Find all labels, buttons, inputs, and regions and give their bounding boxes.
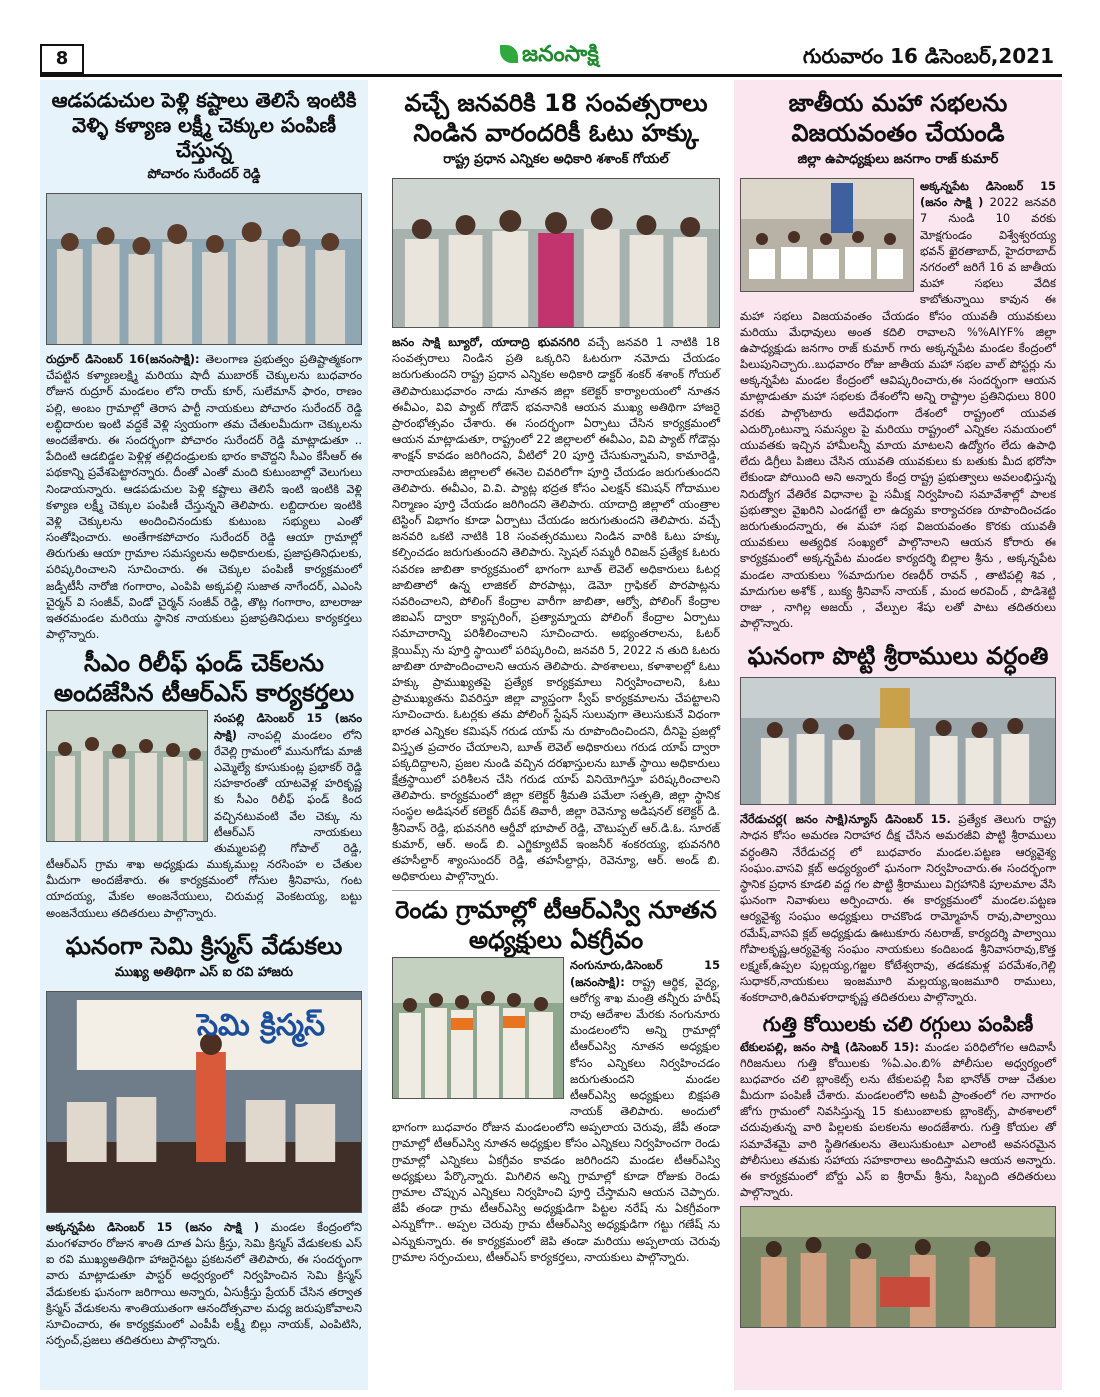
photo-poster-release — [741, 179, 913, 291]
news-photo — [46, 710, 208, 842]
news-photo — [392, 957, 564, 1099]
article-body: మండల పరిధిలోగల ఆదివాసీ గిరిజనులు గుత్తి కోయిలకు %ఏ.ఎం.బి% పోలీసుల అధ్వర్యంలో బుధవారం చలి బ్లాంకెట్స్ లను టేకులపల్లి సీఐ భానోత్ రాజు చేతుల మీదుగా పంపిణీ చేశారు. మండలంలోని అటవీ ప్రాంతంలో గల నాగారం జోగు గ్రామంలో నివసిస్తున్న 15 కుటుంబాలకు బ్లాంకెట్స్, పాఠశాలలో చదువుతున్న వారి పిల్లలకు పలకలను అందజేశారు. గుత్తి కోయల తో సమావేశమై వారి స్థితిగతులను తెలుసుకుంటూ ఎలాంటి అవసరమైన పోలీసులు తమకు సహాయ సహకారాలు అందిస్తామని ఆయన అన్నారు. ఈ కార్యక్రమంలో బోర్డు ఎస్ ఐ శ్రీరామ్ శ్రీను, సిబ్బంది తదితరులు పాల్గొన్నారు. — [740, 1039, 1056, 1200]
article-trsv-elections — [392, 895, 720, 1271]
dateline: రుద్రూర్ డిసెంబర్ 16(జనంసాక్షి): — [46, 352, 200, 366]
dateline: జనం సాక్షి బ్యూరో, యాదాద్రి భువనగిరి — [392, 335, 580, 349]
article-body: తెలంగాణ ప్రభుత్వం ప్రతిష్టాత్మకంగా చేపట్టిన కళ్యాణలక్ష్మి మరియు షాదీ ముబారక్ చెక్కులను బుధవారం రోజున రుద్రూర్ మండలం లోని రాయ్ కూర్, సులేమాన్ ఫారం, రాణం పల్లి, అంబం గ్రామాల్లో తెరాస పార్టీ నాయకులు పోచారం సురేందర్ రెడ్డి లబ్ధిదారుల ఇంటి వద్దకే వెళ్లి స్వయంగా తమ చేతులమీదుగా చెక్కులను అందజేశారు. ఈ సందర్భంగా పోచారం సురేందర్ రెడ్డి మాట్లాడుతూ .. పేదింటి ఆడబిడ్డల పెళ్లిళ్ల తల్లిదండ్రులకు భారం కావొద్దని సీఎం కేసీఆర్ ఈ పథకాన్ని ప్రవేశపెట్టారన్నారు. దీంతో ఎంతో మంది కుటుంబాల్లో వెలుగులు నిండాయన్నారు. ఆడపడుచుల పెళ్లి కష్టాలు తెలిసే ఇంటి ఇంటికి వెళ్లి కళ్యాణ లక్ష్మీ చెక్కుల పంపిణీ చేస్తున్నని తెలిపారు. లబ్దిదారుల ఇంటికి వెళ్లి చెక్కులను అందించినందుకు కుటుంబ సభ్యులు ఎంతో సంతోషించారు. అంతేగాకపోచారం సురేందర్ రెడ్డి ఆయా గ్రామాల్లో తిరుగుతు ఆయా గ్రామాల సమస్యలను అధికారులకు, ప్రజాప్రతినిధులకు, పరిష్కరించాలని సూచించారు. ఈ చెక్కుల పంపిణీ కార్యక్రమంలో జడ్పీటీసీ నారోజి గంగారాం, ఎంపిపి అక్కపల్లి సుజాత నాగేందర్, ఎఎంసి చైర్మన్ వి సంజీవ్, విండో చైర్మన్ సంజీవ్ రెడ్డి, తొట్ల గంగారాం, బాలరాజు ఇతరమండల మరియు స్థానిక నాయకులు ప్రజాప్రతినిధులు కార్యకర్తలు పాల్గొన్నారు. — [46, 352, 363, 642]
subheadline: ముఖ్య అతిథిగా ఎస్ ఐ రవి హాజరు — [114, 964, 294, 980]
column-center — [388, 80, 724, 1390]
article-body: వచ్చే జనవరి 1 నాటికి 18 సంవత్సరాలు నిండిన ప్రతి ఒక్కరిని ఓటరుగా నమోదు చేయడం జరుగుతుందని రాష్ట్ర ప్రధాన ఎన్నికల అధికారి డాక్టర్ శంకర్ శశాంక్ గోయల్ తెలిపారుబుధవారం నాడు నూతన జిల్లా కలెక్టర్ కార్యాలయంలో నూతన ఈవీఎం, వివి ప్యాట్ గోడౌన్ భవనానికి ఆయన ముఖ్య అతిథిగా హాజరై ప్రారంభోత్సవం చేశారు. ఈ సందర్భంగా ఏర్పాటు చేసిన కార్యక్రమంలో ఆయన మాట్లాడుతూ, రాష్ట్రంలో 22 జిల్లాలలో ఈవీఎం, వివి ప్యాట్ గోడౌన్లు శాంక్షన్ కావడం జరిగిందని, వీటిలో 20 పూర్తి చేసుకున్నామని, కామారెడ్డి, నారాయణపేట జిల్లాలలో ఈనెల చివరిలోగా పూర్తి చేయడం జరుగుతుందని తెలిపారు. ఈవీఎం, వి.వి. ప్యాట్ల భద్రత కోసం ఎలక్షన్ కమిషన్ గోదాముల నిర్మాణం పూర్తి చేయడం జరిగిందని తెలిపారు. యాదాద్రి జిల్లాలో యంత్రాల టెస్టింగ్ విభాగం కూడా ఏర్పాటు చేయడం జరుగుతుందని తెలిపారు. వచ్చే జనవరి ఒకటి నాటికి 18 సంవత్సరములు నిండిన వారికి ఓటు హక్కు కల్పించడం జరుగుతుందని తెలిపారు. స్పెషల్ సమ్మరీ రివిజన్ ప్రత్యేక ఓటరు సవరణ జాబితా కార్యక్రమంలో భాగంగా బూత్ లెవెల్ అధికారులు ఓటర్ల జాబితాలో ఉన్న లాజికల్ పొరపాట్లు, డెమో గ్రాఫికల్ పొరపాట్లను సవరించాలని, పోలింగ్ కేంద్రాల వారీగా జాబితా, ఆర్వో, పోలింగ్ కేంద్రాల జిఐఎస్ ద్వారా క్యాప్చరింగ్, ప్రత్యామ్నాయ పోలింగ్ కేంద్రాల ఏర్పాటు సమాచారాన్ని పరిశీలించాలని సూచించారు. అభ్యంతరాలను, ఓటర్ క్లెయిమ్స్ ను పూర్తి స్థాయిలో పరిష్కరించి, జనవరి 5, 2022 న తుది ఓటరు జాబితా రూపొందించాలని ఆయన తెలిపారు. పాఠశాలలు, కళాశాలల్లో ఓటు హక్కు ప్రాముఖ్యతపై ప్రత్యేక కార్యక్రమాలు నిర్వహించాలని, ఓటు ప్రాముఖ్యతను వివరిస్తూ జిల్లా వ్యాప్తంగా స్వీప్ కార్యక్రమాలను చేపట్టాలని సూచించారు. ఓటర్లకు తమ పోలింగ్ స్టేషన్ సులువుగా తెలుసుకునే విధంగా భారత ఎన్నికల కమిషన్ గరుడ యాప్ ను రూపొందించిందని, దీనిపై ప్రజల్లో విస్తృత ప్రచారం చేయాలని, బూత్ లెవెల్ అధికారులు గరుడ యాప్ ద్వారా పక్కదిద్దాలని, ప్రజల నుండి వచ్చిన దరఖాస్తులను బూత్ స్థాయి అధికారులు క్షేత్రస్థాయిలో పరిశీలన చేసి గరుడ యాప్ వినియోగిస్తూ పరిష్కరించాలని తెలిపారు. కార్యక్రమంలో జిల్లా కలెక్టర్ శ్రీమతి పమేలా సత్పతి, జిల్లా స్థానిక సంస్థల అడిషనల్ కలెక్టర్ దీపక్ తివారీ, జిల్లా రెవెన్యూ అడిషనల్ కలెక్టర్ డి. శ్రీనివాస్ రెడ్డి, భువనగిరి ఆర్డీవో భూపాల్ రెడ్డి, చౌటుప్పల్ ఆర్.డి.ఓ. సూరజ్ కుమార్, ఆర్. అండ్ బి. ఎగ్జిక్యూటివ్ ఇంజనీర్ శంకరయ్య, భువనగిరి తహసీల్దార్ శ్యాంసుందర్ రెడ్డి, తహసీల్దార్లు, రెవెన్యూ, ఆర్. అండ్ బి. అధికారులు పాల్గొన్నారు. — [392, 335, 720, 884]
article-blanket-distribution — [740, 1012, 1056, 1329]
column-left — [40, 80, 368, 1390]
news-photo — [46, 193, 362, 345]
dateline: నంగునూరు,డిసెంబర్ 15 (జనంసాక్షి): — [570, 958, 720, 989]
dateline: అక్కన్నపేట డిసెంబర్ 15 (జనం సాక్షి ) — [46, 1219, 260, 1234]
stage-banner-text: సెమి క్రిస్మస్ — [197, 1007, 326, 1043]
divider — [392, 890, 720, 891]
page-number: 8 — [40, 44, 84, 74]
headline: గుత్తి కోయిలకు చలి రగ్గులు పంపిణీ — [762, 1011, 1034, 1036]
subheadline: రాష్ట్ర ప్రధాన ఎన్నికల అధికారి శశాంక్ గోయల్ — [443, 152, 669, 167]
dateline: సంపల్లి డిసెంబర్ 15 (జనం సాక్షి) — [214, 711, 362, 742]
photo-blanket-handout — [741, 1207, 1055, 1327]
news-photo — [392, 178, 720, 328]
news-photo — [740, 1206, 1056, 1328]
headline: జాతీయ మహా సభలను విజయవంతం చేయండి — [788, 89, 1008, 147]
article-national-conference — [740, 88, 1056, 637]
headline: రెండు గ్రామాల్లో టీఆర్ఎస్వి నూతన అధ్యక్షులు ఏకగ్రీవం — [395, 896, 717, 955]
photo-officials-inauguration — [393, 179, 719, 327]
article-body: ప్రత్యేక తెలుగు రాష్ట్ర సాధన కోసం అమరణ నిరాహార దీక్ష చేసిన అమరజీవి పొట్టి శ్రీరాములు వర్ధంతిని నేరేడుచర్ల లో బుధవారం మండల.పట్టణ ఆర్యవైశ్య సంఘం.వాసవి క్లబ్ అధ్యర్యంలో ఘనంగా నిర్వహించారు.ఈ సందర్భంగా స్థానిక ప్రధాన కూడలి వద్ద గల పొట్టి శ్రీరాములు విగ్రహానికి పూలమాల వేసి ఘనంగా నివాళులు అర్పించారు. ఈ కార్యక్రమంలో మండల.పట్టణ ఆర్యవైశ్య సంఘం అధ్యక్షులు రాచకొండ రామ్మోహన్ రావు,పాల్వాయి రమేష్,వాసవి క్లబ్ అధ్యక్షుడు ఊటుకూరు నటరాజ్, కార్యదర్శి పాల్వాయి గోపాలకృష్ణ,ఆర్యవైశ్య సంఘం నాయకులు కందిబండ శ్రీనివాసరావు,కొత్త లక్ష్మణ్,ఉప్పల పుల్లయ్య,గజ్జల కోటేశ్వరావు, తడకమళ్ల పరమేశం,గెల్లి సుధాకర్,నాయకులు ఇంజమూరి మల్లయ్య,ఇంజమూరి రాములు, శంకరాచారి,ఉరిమళరాధాకృష్ణ తదితరులు పాల్గొన్నారు. — [740, 812, 1056, 1005]
photo-cheque-handover — [47, 711, 207, 841]
headline: ఘనంగా పొట్టి శ్రీరాములు వర్ధంతి — [747, 642, 1049, 671]
article-body: నాంపల్లి మండలం లోని రేవెల్లి గ్రామంలో మునుగోడు మాజీ ఎమ్మెల్యే కూసుకుంట్ల ప్రభాకర్ రెడ్డి సహకారంతో యాటవెళ్ల హరికృష్ణ కు సీఎం రిలీఫ్ ఫండ్ కింద వచ్చినటువంటి వేల చెక్కు ను టీఆర్ఎస్ నాయకులు తుమ్మలపల్లి గోపాల్ రెడ్డి, టీఆర్ఎస్ గ్రామ శాఖ అధ్యక్షుడు ముక్కముల్ల నరసింహ ల చేతుల మీదుగా అందజేశారు. ఈ కార్యక్రమంలో గోసుల శ్రీనివాసు, గంట యాదయ్య, మేకల అంజనేయులు, చిరుమర్ల వెంకటయ్య, బట్టు అంజనేయులు తదితరులు పాల్గొన్నారు. — [46, 727, 362, 920]
headline: ఘనంగా సెమి క్రిస్మస్ వేడుకలు — [65, 931, 343, 960]
photo-statue-tribute — [741, 678, 1055, 804]
news-photo — [740, 178, 914, 292]
article-voter-rights — [392, 88, 720, 884]
article-potti-sriramulu — [740, 641, 1056, 1005]
photo-group-people — [47, 194, 361, 344]
masthead-title: జనంసాక్షి — [522, 42, 599, 67]
masthead-logo — [500, 42, 599, 72]
dateline: నేరేడుచర్ల( జనం సాక్షి)న్యూస్ డిసెంబర్ 15. — [740, 812, 951, 827]
photo-trsv-group — [393, 958, 563, 1098]
article-body: రాష్ట్ర ఆర్థిక, వైద్య, ఆరోగ్య శాఖ మంత్రి తన్నీరు హరీష్ రావు ఆదేశాల మేరకు నంగునూరు మండలంలోని అన్ని గ్రామాల్లో టీఆర్ఎస్వి నూతన అధ్యక్షుల కోసం ఎన్నికలు నిర్వహించడం జరుగుతుందని మండల టీఆర్ఎస్వి అధ్యక్షులు బిక్షపతి నాయక్ తెలిపారు. అందులో భాగంగా బుధవారం రోజున మండలంలోని అప్పలాయ చెరువు, జేపీ తండా గ్రామాల్లో టీఆర్ఎస్వి నూతన అధ్యక్షుల కోసం ఎన్నికలు నిర్వహించగా రెండు గ్రామాల్లో ఎన్నికలు ఏకగ్రీవం కావడం జరిగిందని మండల టీఆర్ఎస్వి అధ్యక్షులు పేర్కొన్నారు. మిగిలిన అన్ని గ్రామాల్లో కూడా రోజుకు రెండు గ్రామాల చొప్పున ఎన్నికలు నిర్వహించి పూర్తి చేస్తామని ఆయన చెప్పారు. జేపీ తండా గ్రామ టీఆర్ఎస్వి అధ్యక్షుడిగా పిట్టల నరేష్ ను ఏకగ్రీవంగా ఎన్నుకోగా.. అప్పల చెరువు గ్రామ టీఆర్ఎస్వి అధ్యక్షుడిగా గట్టు గణేష్ ను ఎన్నుకున్నారు. ఈ కార్యక్రమంలో జెపి తండా మరియు అప్పలాయ చెరువు గ్రామాల సర్పంచులు, టీఆర్ఎస్ కార్యకర్తలు, నాయకులు పాల్గొన్నారు. — [392, 974, 720, 1264]
headline: సీఎం రిలీఫ్ ఫండ్ చెక్‌లను అందజేసిన టీఆర్ఎస్ కార్యకర్తలు — [53, 649, 355, 708]
issue-date: గురువారం 16 డిసెంబర్,2021 — [802, 44, 1054, 68]
news-photo — [46, 991, 362, 1213]
column-right — [734, 80, 1062, 1390]
subheadline: పోచారం సురేందర్ రెడ్డి — [147, 167, 261, 182]
subheadline: జిల్లా ఉపాధ్యక్షులు జనగాం రాజ్ కుమార్ — [797, 152, 999, 167]
article-semi-christmas — [46, 931, 362, 1349]
article-kalyana-lakshmi — [46, 88, 362, 642]
article-body: 2022 జనవరి 7 నుండి 10 వరకు మోక్షగుండం విశ్వేశ్వరయ్య భవన్ ఖైరతాబాద్, హైదరాబాద్ నగరంలో జరిగే 16 వ జాతీయ మహా సభలు వేదిక కాబోతున్నాయి కావున ఈ మహా సభలు విజయవంతం చేయడం కోసం యువతీ యువకులు మరియు మేధావులు అంత కదిలి రావాలని %%AIYF% జిల్లా ఉపాధ్యక్షుడు జనగాం రాజ్ కుమార్ గారు అక్కన్నపేట మండల కేంద్రంలో పిలుపునిచ్చారు..బుధవారం రోజు జాతీయ మహా సభల వాల్ పోస్టర్లు ను అక్కన్నపేట మండల కేంద్రంలో ఆవిష్కరించారు,ఈ సందర్భంగా ఆయన మాట్లాడుతూ మహా సభలకు దేశంలోని అన్ని రాష్ట్రాల ప్రతినిధులు 800 వరకు పాల్గొంటారు అదేవిధంగా దేశంలో రాష్ట్రంలో యువత ఎదుర్కొంటున్నా సమస్యల పై మరియు రాష్ట్రంలో ఎన్నికల సమయంలో యువతకు ఇచ్చిన హామీలన్నీ మాయ మాటలని ఉద్యోగం లేదు ఉపాధి లేదు డిగ్రీలు పిజిలు చేసిన యువతి యువకులు కు బతుకు మీద భరోసా లేకుండా పోయింది అని అన్నారు కేంద్ర రాష్ట్ర ప్రభుత్వాలు అవలంభిస్తున్న నిరుద్యోగ వేతిరేక విధానాల పై సమీక్ష నిర్వహించి సమావేశాల్లో పాలక ప్రభుత్వాల వైఖరిని ఎండగట్టే లా ఉద్యమ కార్యాచరణ రూపొందించడం జరుగుతుందన్నారు, ఈ మహా సభ విజయవంతం కొరకు యువతీ యువకులు అత్యధిక సంఖ్యలో పాల్గొనాలని ఆయన కోరారు ఈ కార్యక్రమంలో అక్కన్నపేట మండల కార్యదర్శి బిల్లాల శ్రీను , అక్కన్నపేట మండల నాయకులు %మాదుగుల రణధీర్ రావన్ , తాటిపల్లి శివ , మాదుగుల అశోక్ , బుక్య శ్రీనివాస్ నాయక్ , మంద అరవింద్ , పొడిశెట్టి రాజు , నాగిల్ల అజయ్ , వేల్పుల శేషు లతో పాటు తదితరులు పాల్గొన్నారు. — [740, 195, 1056, 631]
dateline: టేకులపల్లి, జనం సాక్షి (డిసెంబర్ 15): — [740, 1039, 920, 1054]
dateline: అక్కన్నపేట డిసెంబర్ 15 (జనం సాక్షి ) — [920, 179, 1056, 210]
headline: ఆడపడుచుల పెళ్లి కష్టాలు తెలిసే ఇంటికి వెళ్ళి కళ్యాణ లక్ష్మీ చెక్కుల పంపిణీ చేస్తున్న — [51, 88, 357, 162]
article-cm-relief-fund — [46, 648, 362, 926]
article-body: మండల కేంద్రంలోని మంగళవారం రోజున శాంతి దూత ఏసు క్రీస్తు, సెమి క్రిస్మస్ వేడుకలకు ఎస్ ఐ రవి ముఖ్యఅతిథిగా హాజరైనట్టు ప్రకటనలో తెలిపారు, ఈ సందర్భంగా వారు మాట్లాడుతూ పాస్టర్ అధ్వర్యంలో నిర్వహించిన సెమి క్రిస్మస్ వేడుకలకు ఘనంగా జరిగాయి అన్నారు, ఏసుక్రీస్తు ప్రేయర్ చేసిన తర్వాత క్రిస్మస్ వేడుకలను శాంతియుతంగా ఆనందోత్సవాల మధ్య జరుపుకోవాలని సూచించారు, ఈ కార్యక్రమంలో ఎంపీపీ లక్ష్మీ బిల్లు నాయక్, ఎంపిటిసి, సర్పంచ్,ప్రజలు తదితరులు పాల్గొన్నారు. — [46, 1219, 362, 1348]
page-header — [40, 44, 1062, 77]
news-photo — [740, 677, 1056, 805]
leaf-icon — [500, 45, 518, 63]
headline: వచ్చే జనవరికి 18 సంవత్సరాలు నిండిన వారందరికీ ఓటు హక్కు — [404, 89, 708, 147]
